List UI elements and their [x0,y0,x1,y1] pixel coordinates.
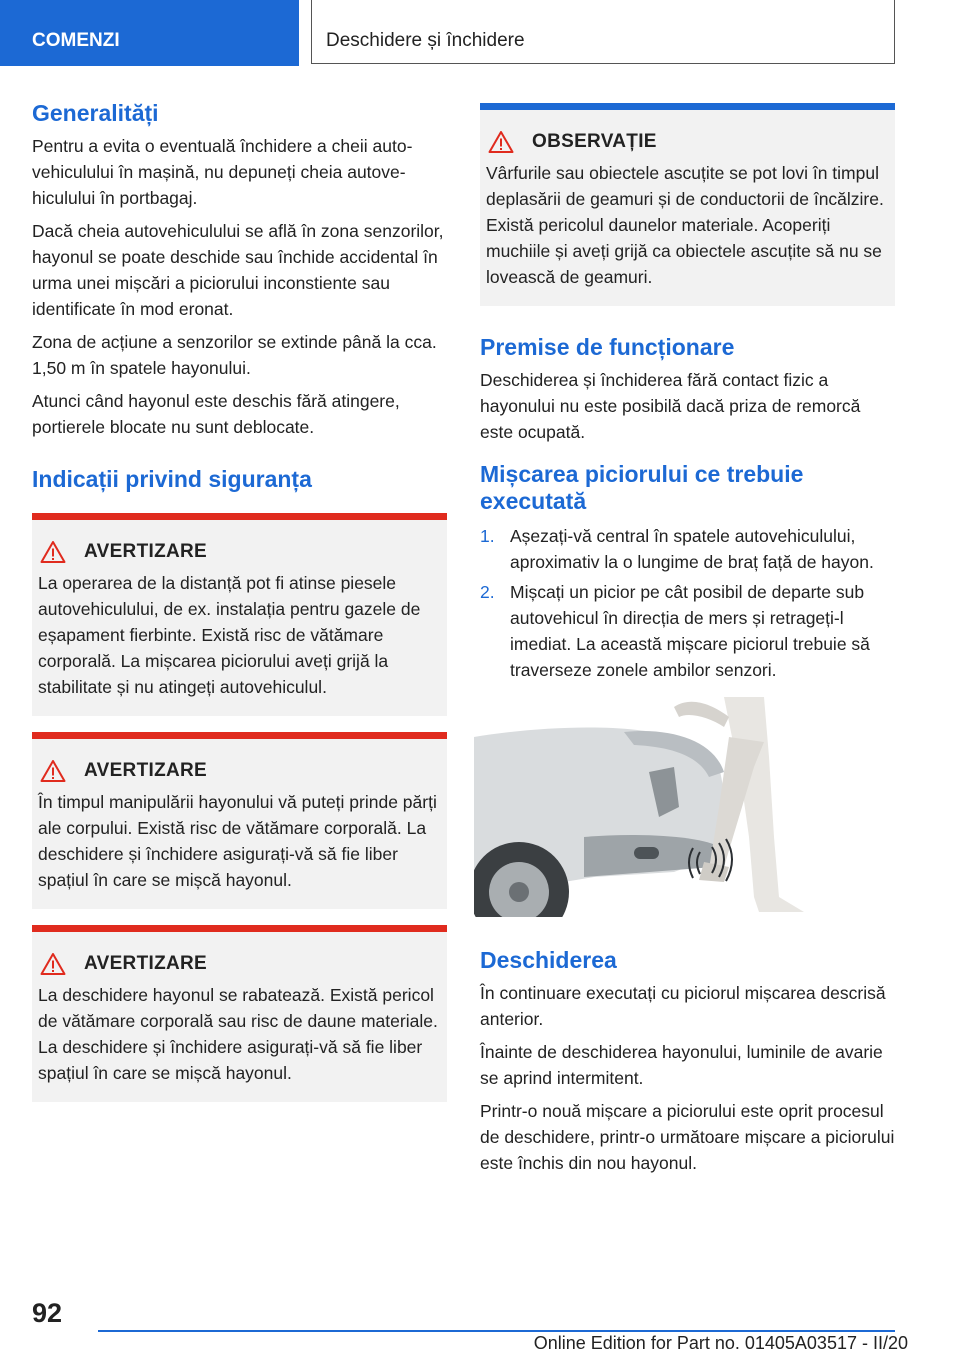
opening-paragraph: În continuare executați cu piciorul mișcarea descrisă anterior. [480,983,886,1029]
left-column [32,100,447,1118]
warning-label: AVERTIZARE [84,541,207,562]
foot-gesture-illustration [474,697,809,917]
warning-label: AVERTIZARE [84,953,207,974]
warning-triangle-icon [40,759,66,783]
general-paragraph: Atunci când hayonul este deschis fără atingere, portierele blocate nu sunt deblocate. [32,391,400,437]
notice-box [480,103,895,306]
opening-paragraph: Printr-o nouă mișcare a piciorului este oprit procesul de deschidere, printr-o următoare mișcare a piciorului este închis din nou hayonul. [480,1101,895,1173]
page-header [0,0,960,66]
steps-list [480,523,895,683]
step-text: Așezați-vă central în spatele autovehiculului, aproximativ la o lungime de braț față de hayon. [510,526,874,572]
section-tab: COMENZI [0,0,299,66]
warning-text: La operarea de la distanță pot fi atinse piesele autovehiculului, de ex. instalația pentru gazele de eșapament fierbinte. Există risc de vătămare corporală. La mișcarea piciorului aveți grijă la stabilitate și nu atingeți autovehiculul. [38,573,421,697]
warning-box [32,732,447,909]
heading-opening: Deschiderea [480,947,617,973]
list-item [480,579,895,683]
warning-label: AVERTIZARE [84,760,207,781]
notice-text: Vârfurile sau obiectele ascuțite se pot lovi în timpul deplasării de geamuri și de conductorii de încălzire. Există pericolul daunelor materiale. Acoperiți muchiile și aveți grijă ca obiectele ascuțite să nu se lovească de geamuri. [486,163,884,287]
warning-text: La deschidere hayonul se rabatează. Există pericol de vătămare corporală sau risc de daune materiale. La deschidere și închidere asigurați-vă să fie liber spațiul în care se mișcă hayonul. [38,985,438,1083]
footer-edition: Online Edition for Part no. 01405A03517 - II/20 [533,1333,908,1353]
general-paragraph: Pentru a evita o eventuală închidere a cheii autovehiculului în mașină, nu depuneți cheia autovehiculului în portbagaj. [32,136,413,208]
warning-text: În timpul manipulării hayonului vă puteți prinde părți ale corpului. Există risc de vătămare corporală. La deschidere și închidere asigurați-vă să fie liber spațiul în care se mișcă hayonul. [38,792,437,890]
prerequisites-text: Deschiderea și închiderea fără contact fizic a hayonului nu este posibilă dacă priza de remorcă este ocupată. [480,370,861,442]
list-item [480,523,895,575]
opening-paragraph: Înainte de deschiderea hayonului, luminile de avarie se aprind intermitent. [480,1042,883,1088]
heading-safety: Indicații privind siguranța [32,466,312,492]
step-number: 1. [480,526,495,546]
heading-general: Generalități [32,100,159,126]
step-text: Mișcați un picior pe cât posibil de departe sub autovehicul în direcția de mers și retrageți-l imediat. La această mișcare piciorul trebuie să traverseze zonele ambilor senzori. [510,582,870,680]
warning-triangle-icon [40,540,66,564]
notice-triangle-icon [488,130,514,154]
warning-box [32,925,447,1102]
step-number: 2. [480,582,495,602]
general-paragraph: Dacă cheia autovehiculului se află în zona senzorilor, hayonul se poate deschide sau închide accidental în urma unei mișcări a piciorului inconstiente sau identificate în mod eronat. [32,221,444,319]
general-paragraph: Zona de acțiune a senzorilor se extinde până la cca. 1,50 m în spatele hayonului. [32,332,437,378]
page-number: 92 [32,1298,63,1328]
right-column [480,103,895,1183]
heading-prerequisites: Premise de funcționare [480,334,735,360]
chapter-title: Deschidere și închidere [311,0,895,64]
warning-box [32,513,447,716]
footer-divider [98,1330,895,1332]
heading-movement: Mișcarea piciorului ce trebuie executată [480,461,804,514]
warning-triangle-icon [40,952,66,976]
notice-label: OBSERVAȚIE [532,131,657,152]
